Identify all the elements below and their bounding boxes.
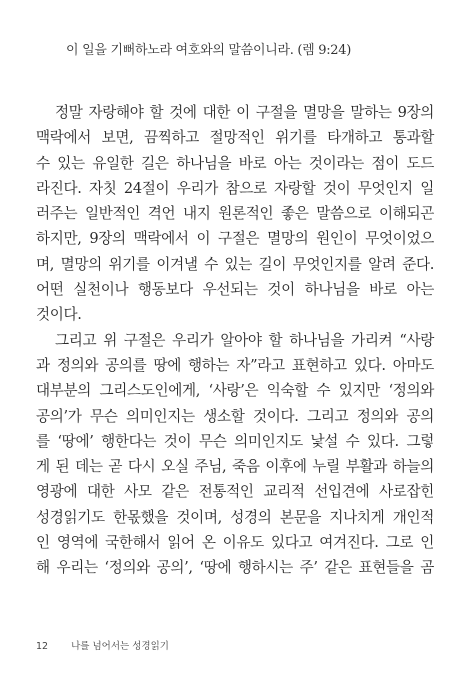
text-line: 그리고 위 구절은 우리가 알아야 할 하나님을 가리켜 “사랑: [55, 331, 434, 349]
text-line: 게 된 데는 곧 다시 오실 주님, 죽음 이후에 누릴 부활과 하늘의: [36, 458, 434, 476]
page-number: 12: [36, 641, 49, 652]
text-line: 어떤 실천이나 행동보다 우선되는 것이 하나님을 바로 아는: [36, 281, 434, 299]
text-line: 수 있는 유일한 길은 하나님을 바로 아는 것이라는 점이 도드: [36, 154, 434, 172]
text-line: 영광에 대한 사모 같은 전통적인 교리적 선입견에 사로잡힌: [36, 483, 434, 501]
text-line: 공의’가 무슨 의미인지는 생소할 것이다. 그리고 정의와 공의: [36, 407, 434, 425]
text-line: 하지만, 9장의 맥락에서 이 구절은 멸망의 원인이 무엇이었으: [36, 230, 434, 248]
text-line: 것이다.: [36, 306, 82, 324]
text-line: 대부분의 그리스도인에게, ‘사랑’은 익숙할 수 있지만 ‘정의와: [36, 382, 434, 400]
text-line: 를 ‘땅에’ 행한다는 것이 무슨 의미인지도 낯설 수 있다. 그렇: [36, 432, 434, 450]
page-footer: [36, 638, 169, 652]
text-line: 러주는 일반적인 격언 내지 원론적인 좋은 말씀으로 이해되곤: [36, 205, 434, 223]
text-line: 정말 자랑해야 할 것에 대한 이 구절을 멸망을 말하는 9장의: [55, 104, 434, 121]
epigraph-quote: 이 일을 기뻐하노라 여호와의 말씀이니라. (렘 9:24): [66, 43, 352, 58]
body-text: [36, 100, 434, 581]
paragraph-1: [36, 100, 434, 328]
text-line: 인 영역에 국한해서 읽어 온 이유도 있다고 여겨진다. 그로 인: [36, 534, 434, 552]
text-line: 과 정의와 공의를 땅에 행하는 자”라고 표현하고 있다. 아마도: [36, 356, 434, 374]
paragraph-2: [36, 328, 434, 581]
text-line: 며, 멸망의 위기를 이겨낼 수 있는 길이 무엇인지를 알려 준다.: [36, 255, 434, 273]
text-line: 라진다. 자칫 24절이 우리가 참으로 자랑할 것이 무엇인지 일: [36, 179, 434, 197]
running-title: 나를 넘어서는 성경읽기: [71, 641, 169, 652]
text-line: 성경읽기도 한몫했을 것이며, 성경의 본문을 지나치게 개인적: [36, 508, 434, 526]
text-line: 맥락에서 보면, 끔찍하고 절망적인 위기를 타개하고 통과할: [36, 129, 434, 147]
text-line: 해 우리는 ‘정의와 공의’, ‘땅에 행하시는 주’ 같은 표현들을 곰: [36, 559, 434, 577]
